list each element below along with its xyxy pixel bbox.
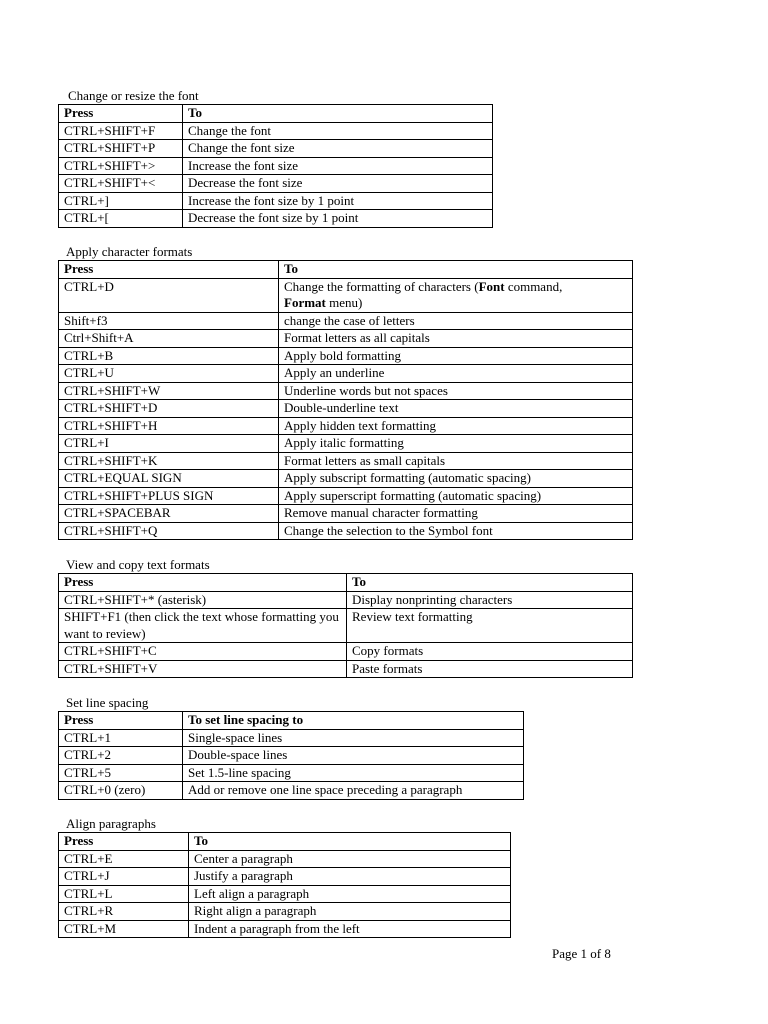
table-row	[59, 452, 633, 470]
desc-cell: Underline words but not spaces	[279, 382, 633, 400]
table-row	[59, 312, 633, 330]
desc-cell: Apply italic formatting	[279, 435, 633, 453]
desc-cell: Increase the font size by 1 point	[183, 192, 493, 210]
table-row	[59, 505, 633, 523]
desc-cell	[279, 278, 633, 312]
section-caption: View and copy text formats	[66, 557, 210, 572]
key-cell: CTRL+SHIFT+W	[59, 382, 279, 400]
header-to: To	[279, 261, 633, 279]
key-cell: CTRL+D	[59, 278, 279, 312]
table-row	[59, 192, 493, 210]
desc-cell: Change the font size	[183, 140, 493, 158]
font-command-text: Font	[478, 278, 505, 294]
desc-cell: Single-space lines	[183, 729, 524, 747]
desc-cell: Right align a paragraph	[189, 903, 511, 921]
key-cell: CTRL+SHIFT+K	[59, 452, 279, 470]
table-row	[59, 382, 633, 400]
table-row	[59, 140, 493, 158]
table-row	[59, 782, 524, 800]
section-caption: Align paragraphs	[66, 816, 156, 831]
desc-cell: Indent a paragraph from the left	[189, 920, 511, 938]
desc-cell: Justify a paragraph	[189, 868, 511, 886]
key-cell: CTRL+L	[59, 885, 189, 903]
section-change-font	[58, 88, 493, 228]
header-press: Press	[59, 712, 183, 730]
shortcut-table	[58, 711, 524, 800]
section-caption: Apply character formats	[66, 244, 193, 259]
desc-cell: Apply an underline	[279, 365, 633, 383]
desc-cell: Apply subscript formatting (automatic spacing)	[279, 470, 633, 488]
table-row	[59, 278, 633, 312]
section-caption: Change or resize the font	[68, 88, 199, 103]
key-cell: CTRL+1	[59, 729, 183, 747]
table-row	[59, 470, 633, 488]
table-row	[59, 660, 633, 678]
key-cell: CTRL+SHIFT+>	[59, 157, 183, 175]
table-row	[59, 764, 524, 782]
header-press: Press	[59, 105, 183, 123]
desc-cell: Add or remove one line space preceding a paragraph	[183, 782, 524, 800]
key-cell: CTRL+SHIFT+P	[59, 140, 183, 158]
table-row	[59, 157, 493, 175]
desc-cell: Change the selection to the Symbol font	[279, 522, 633, 540]
key-cell: CTRL+I	[59, 435, 279, 453]
desc-cell: Apply bold formatting	[279, 347, 633, 365]
desc-cell: Apply hidden text formatting	[279, 417, 633, 435]
desc-cell: Display nonprinting characters	[347, 591, 633, 609]
section-caption: Set line spacing	[66, 695, 149, 710]
key-cell: SHIFT+F1 (then click the text whose formatting you want to review)	[59, 609, 347, 643]
desc-cell: Decrease the font size	[183, 175, 493, 193]
header-press: Press	[59, 261, 279, 279]
key-cell: CTRL+J	[59, 868, 189, 886]
table-header-row	[59, 574, 633, 592]
desc-cell: Double-space lines	[183, 747, 524, 765]
table-row	[59, 487, 633, 505]
key-cell: CTRL+[	[59, 210, 183, 228]
desc-cell: Decrease the font size by 1 point	[183, 210, 493, 228]
table-row	[59, 210, 493, 228]
desc-cell: Change the font	[183, 122, 493, 140]
key-cell: CTRL+0 (zero)	[59, 782, 183, 800]
header-to: To	[183, 105, 493, 123]
key-cell: CTRL+2	[59, 747, 183, 765]
desc-cell: Review text formatting	[347, 609, 633, 643]
desc-cell: Increase the font size	[183, 157, 493, 175]
table-row	[59, 330, 633, 348]
key-cell: CTRL+R	[59, 903, 189, 921]
desc-cell: Set 1.5-line spacing	[183, 764, 524, 782]
key-cell: CTRL+SHIFT+F	[59, 122, 183, 140]
shortcut-table	[58, 104, 493, 228]
table-row	[59, 747, 524, 765]
desc-cell: Format letters as small capitals	[279, 452, 633, 470]
key-cell: CTRL+B	[59, 347, 279, 365]
table-row	[59, 609, 633, 643]
key-cell: CTRL+SHIFT+V	[59, 660, 347, 678]
key-cell: Ctrl+Shift+A	[59, 330, 279, 348]
table-row	[59, 920, 511, 938]
key-cell: CTRL+SHIFT+PLUS SIGN	[59, 487, 279, 505]
table-row	[59, 347, 633, 365]
key-cell: CTRL+5	[59, 764, 183, 782]
key-cell: CTRL+SHIFT+D	[59, 400, 279, 418]
table-row	[59, 868, 511, 886]
table-row	[59, 365, 633, 383]
desc-cell: change the case of letters	[279, 312, 633, 330]
table-row	[59, 175, 493, 193]
header-to: To set line spacing to	[183, 712, 524, 730]
desc-cell: Double-underline text	[279, 400, 633, 418]
header-press: Press	[59, 574, 347, 592]
desc-cell: Copy formats	[347, 643, 633, 661]
key-cell: Shift+f3	[59, 312, 279, 330]
shortcut-table	[58, 260, 633, 540]
table-row	[59, 850, 511, 868]
table-row	[59, 435, 633, 453]
section-view-copy-formats	[58, 557, 633, 678]
table-row	[59, 122, 493, 140]
table-row	[59, 591, 633, 609]
header-to: To	[347, 574, 633, 592]
desc-cell: Format letters as all capitals	[279, 330, 633, 348]
key-cell: CTRL+U	[59, 365, 279, 383]
table-row	[59, 903, 511, 921]
table-header-row	[59, 105, 493, 123]
table-header-row	[59, 712, 524, 730]
key-cell: CTRL+SHIFT+Q	[59, 522, 279, 540]
table-row	[59, 885, 511, 903]
header-press: Press	[59, 833, 189, 851]
key-cell: CTRL+SHIFT+H	[59, 417, 279, 435]
key-cell: CTRL+SHIFT+<	[59, 175, 183, 193]
table-header-row	[59, 833, 511, 851]
shortcut-table	[58, 573, 633, 678]
key-cell: CTRL+E	[59, 850, 189, 868]
key-cell: CTRL+SPACEBAR	[59, 505, 279, 523]
desc-cell: Paste formats	[347, 660, 633, 678]
desc-cell: Left align a paragraph	[189, 885, 511, 903]
page-number: Page 1 of 8	[552, 946, 611, 961]
section-align-paragraphs	[58, 816, 511, 938]
section-line-spacing	[58, 695, 524, 800]
key-cell: CTRL+EQUAL SIGN	[59, 470, 279, 488]
header-to: To	[189, 833, 511, 851]
table-row	[59, 643, 633, 661]
shortcut-table	[58, 832, 511, 938]
table-row	[59, 400, 633, 418]
desc-cell: Apply superscript formatting (automatic spacing)	[279, 487, 633, 505]
desc-cell: Remove manual character formatting	[279, 505, 633, 523]
key-cell: CTRL+M	[59, 920, 189, 938]
table-row	[59, 417, 633, 435]
table-row	[59, 522, 633, 540]
desc-text: Change the formatting of characters (	[284, 278, 479, 294]
desc-text: command,	[504, 278, 563, 294]
table-header-row	[59, 261, 633, 279]
key-cell: CTRL+SHIFT+* (asterisk)	[59, 591, 347, 609]
key-cell: CTRL+]	[59, 192, 183, 210]
section-character-formats	[58, 244, 633, 540]
table-row	[59, 729, 524, 747]
desc-cell: Center a paragraph	[189, 850, 511, 868]
format-menu-text: Format	[284, 295, 326, 310]
key-cell: CTRL+SHIFT+C	[59, 643, 347, 661]
desc-text: menu)	[325, 295, 363, 310]
